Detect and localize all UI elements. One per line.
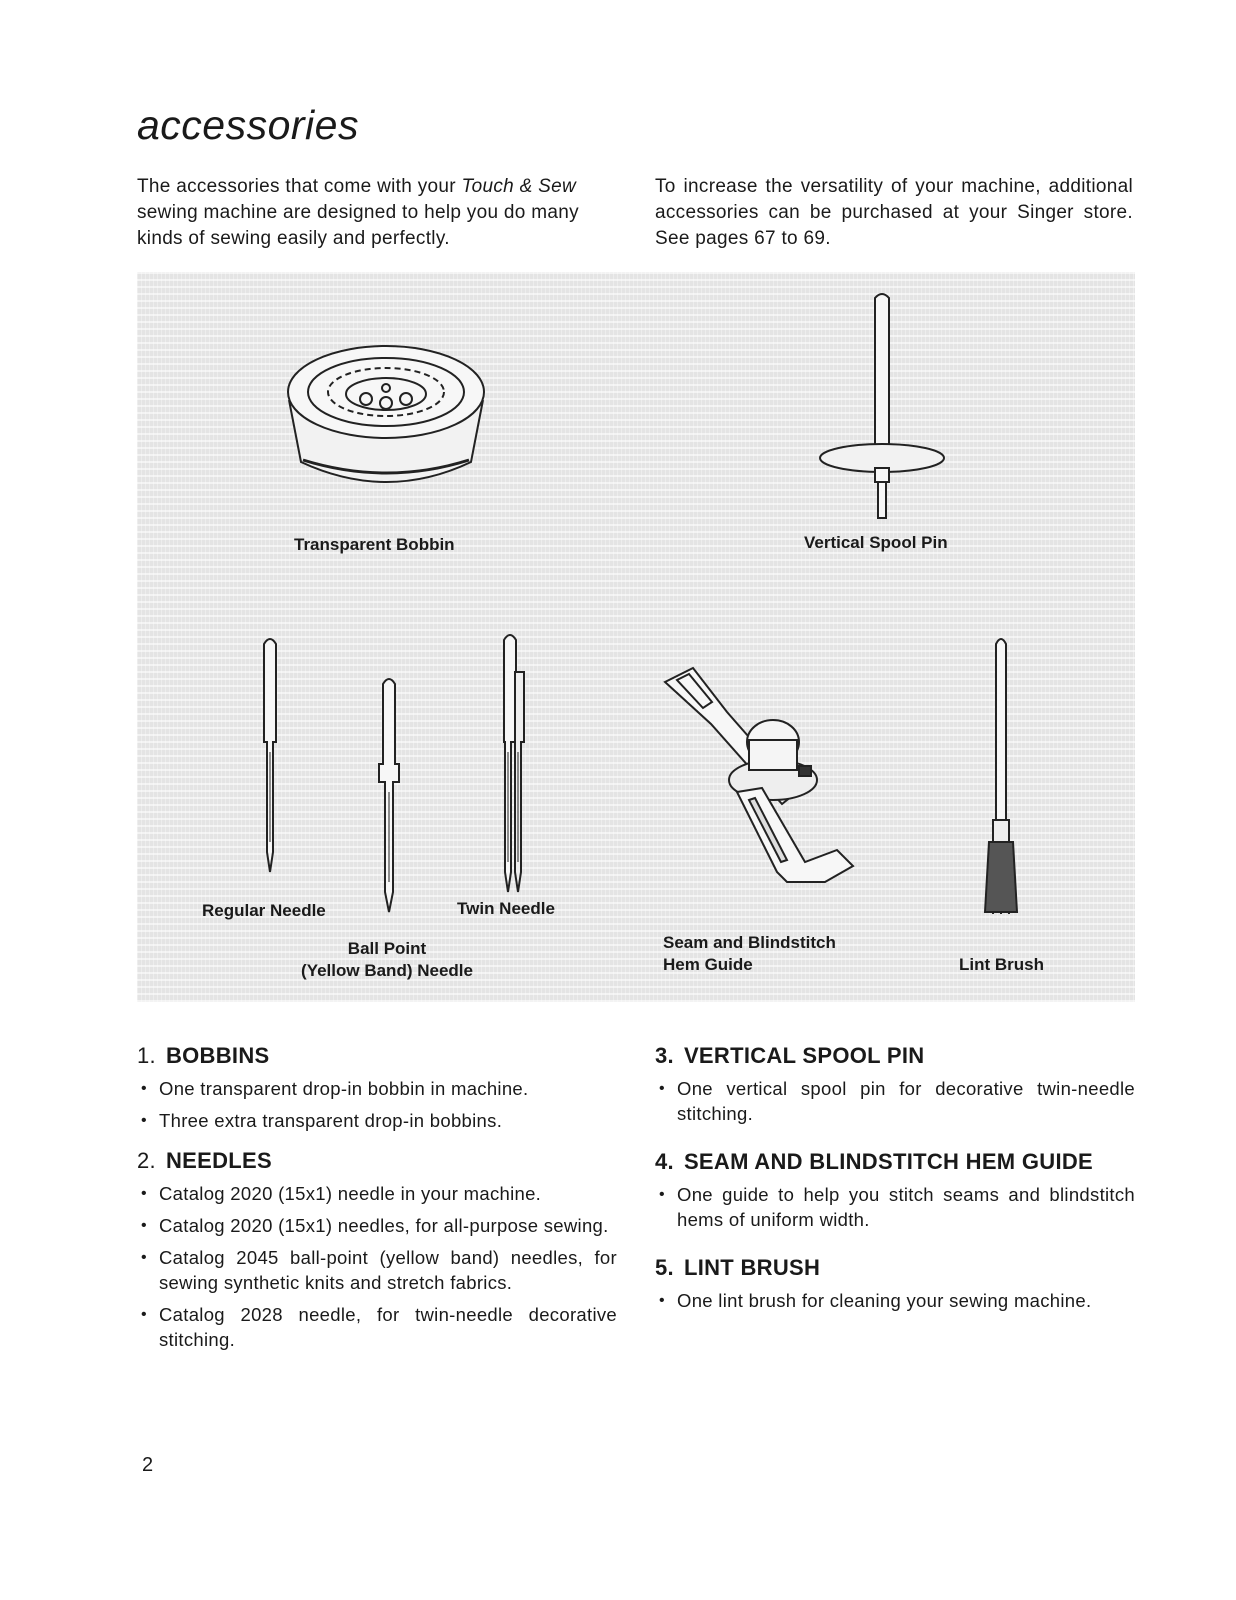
section-heading <box>655 1148 1135 1176</box>
intro-left-paragraph <box>137 174 615 252</box>
caption-ball-point-line2: (Yellow Band) Needle <box>301 961 473 980</box>
section-title: BOBBINS <box>165 1043 270 1068</box>
list-item: • One guide to help you stitch seams and blindstitch hems of uniform width. <box>655 1182 1135 1232</box>
section-spool-pin <box>655 1042 1135 1126</box>
section-lint-brush <box>655 1254 1135 1313</box>
caption-ball-point-needle <box>277 938 497 982</box>
caption-transparent-bobbin: Transparent Bobbin <box>294 535 455 554</box>
list-item: • One transparent drop-in bobbin in machine. <box>137 1076 617 1101</box>
intro-left-text-1: The accessories that come with your <box>137 176 462 197</box>
caption-hem-guide <box>663 932 836 976</box>
section-number: 5. <box>655 1255 674 1280</box>
section-title: SEAM AND BLINDSTITCH HEM GUIDE <box>683 1149 1094 1174</box>
right-column <box>655 1042 1135 1327</box>
spool-pin-drawing <box>820 294 944 518</box>
caption-lint-brush: Lint Brush <box>959 955 1044 974</box>
section-number: 1. <box>137 1043 156 1068</box>
lint-brush-drawing <box>985 639 1017 914</box>
section-number: 2. <box>137 1148 156 1173</box>
left-column <box>137 1042 617 1366</box>
lint-brush-list <box>655 1288 1135 1313</box>
bobbin-drawing <box>288 346 484 482</box>
section-heading <box>137 1042 617 1070</box>
page-number: 2 <box>142 1454 154 1476</box>
ball-point-needle-drawing <box>379 679 399 912</box>
list-item: • One lint brush for cleaning your sewing machine. <box>655 1288 1135 1313</box>
section-number: 4. <box>655 1149 674 1174</box>
spool-pin-list <box>655 1076 1135 1126</box>
accessories-drawings <box>137 272 1135 1002</box>
section-needles <box>137 1147 617 1352</box>
list-item: • Catalog 2045 ball-point (yellow band) needles, for sewing synthetic knits and stretch fabrics. <box>137 1245 617 1295</box>
section-heading <box>655 1042 1135 1070</box>
caption-hem-guide-line1: Seam and Blindstitch <box>663 933 836 952</box>
caption-regular-needle: Regular Needle <box>202 901 326 920</box>
list-item: • Catalog 2020 (15x1) needle in your machine. <box>137 1181 617 1206</box>
intro-product-name: Touch & Sew <box>461 176 576 197</box>
caption-hem-guide-line2: Hem Guide <box>663 955 753 974</box>
caption-ball-point-line1: Ball Point <box>347 939 427 958</box>
hem-guide-list <box>655 1182 1135 1232</box>
section-number: 3. <box>655 1043 674 1068</box>
section-hem-guide <box>655 1148 1135 1232</box>
hem-guide-drawing <box>665 668 853 882</box>
page-title: accessories <box>137 102 359 148</box>
section-title: LINT BRUSH <box>683 1255 821 1280</box>
section-bobbins <box>137 1042 617 1133</box>
bobbins-list <box>137 1076 617 1133</box>
list-item: • Catalog 2028 needle, for twin-needle decorative stitching. <box>137 1302 617 1352</box>
regular-needle-drawing <box>264 639 276 872</box>
accessories-illustration <box>137 272 1135 1002</box>
caption-vertical-spool-pin: Vertical Spool Pin <box>804 533 948 552</box>
list-item: • One vertical spool pin for decorative twin-needle stitching. <box>655 1076 1135 1126</box>
section-heading <box>137 1147 617 1175</box>
list-item: • Catalog 2020 (15x1) needles, for all-purpose sewing. <box>137 1213 617 1238</box>
list-item: • Three extra transparent drop-in bobbins. <box>137 1108 617 1133</box>
section-title: NEEDLES <box>165 1148 272 1173</box>
intro-left-text-2: sewing machine are designed to help you do many kinds of sewing easily and perfectly. <box>137 202 579 249</box>
twin-needle-drawing <box>504 635 524 892</box>
section-title: VERTICAL SPOOL PIN <box>683 1043 925 1068</box>
intro-right-paragraph: To increase the versatility of your machine, additional accessories can be purchased at your Singer store. See pages 67 to 69. <box>655 176 1133 249</box>
section-heading <box>655 1254 1135 1282</box>
needles-list <box>137 1181 617 1352</box>
caption-twin-needle: Twin Needle <box>457 899 555 918</box>
